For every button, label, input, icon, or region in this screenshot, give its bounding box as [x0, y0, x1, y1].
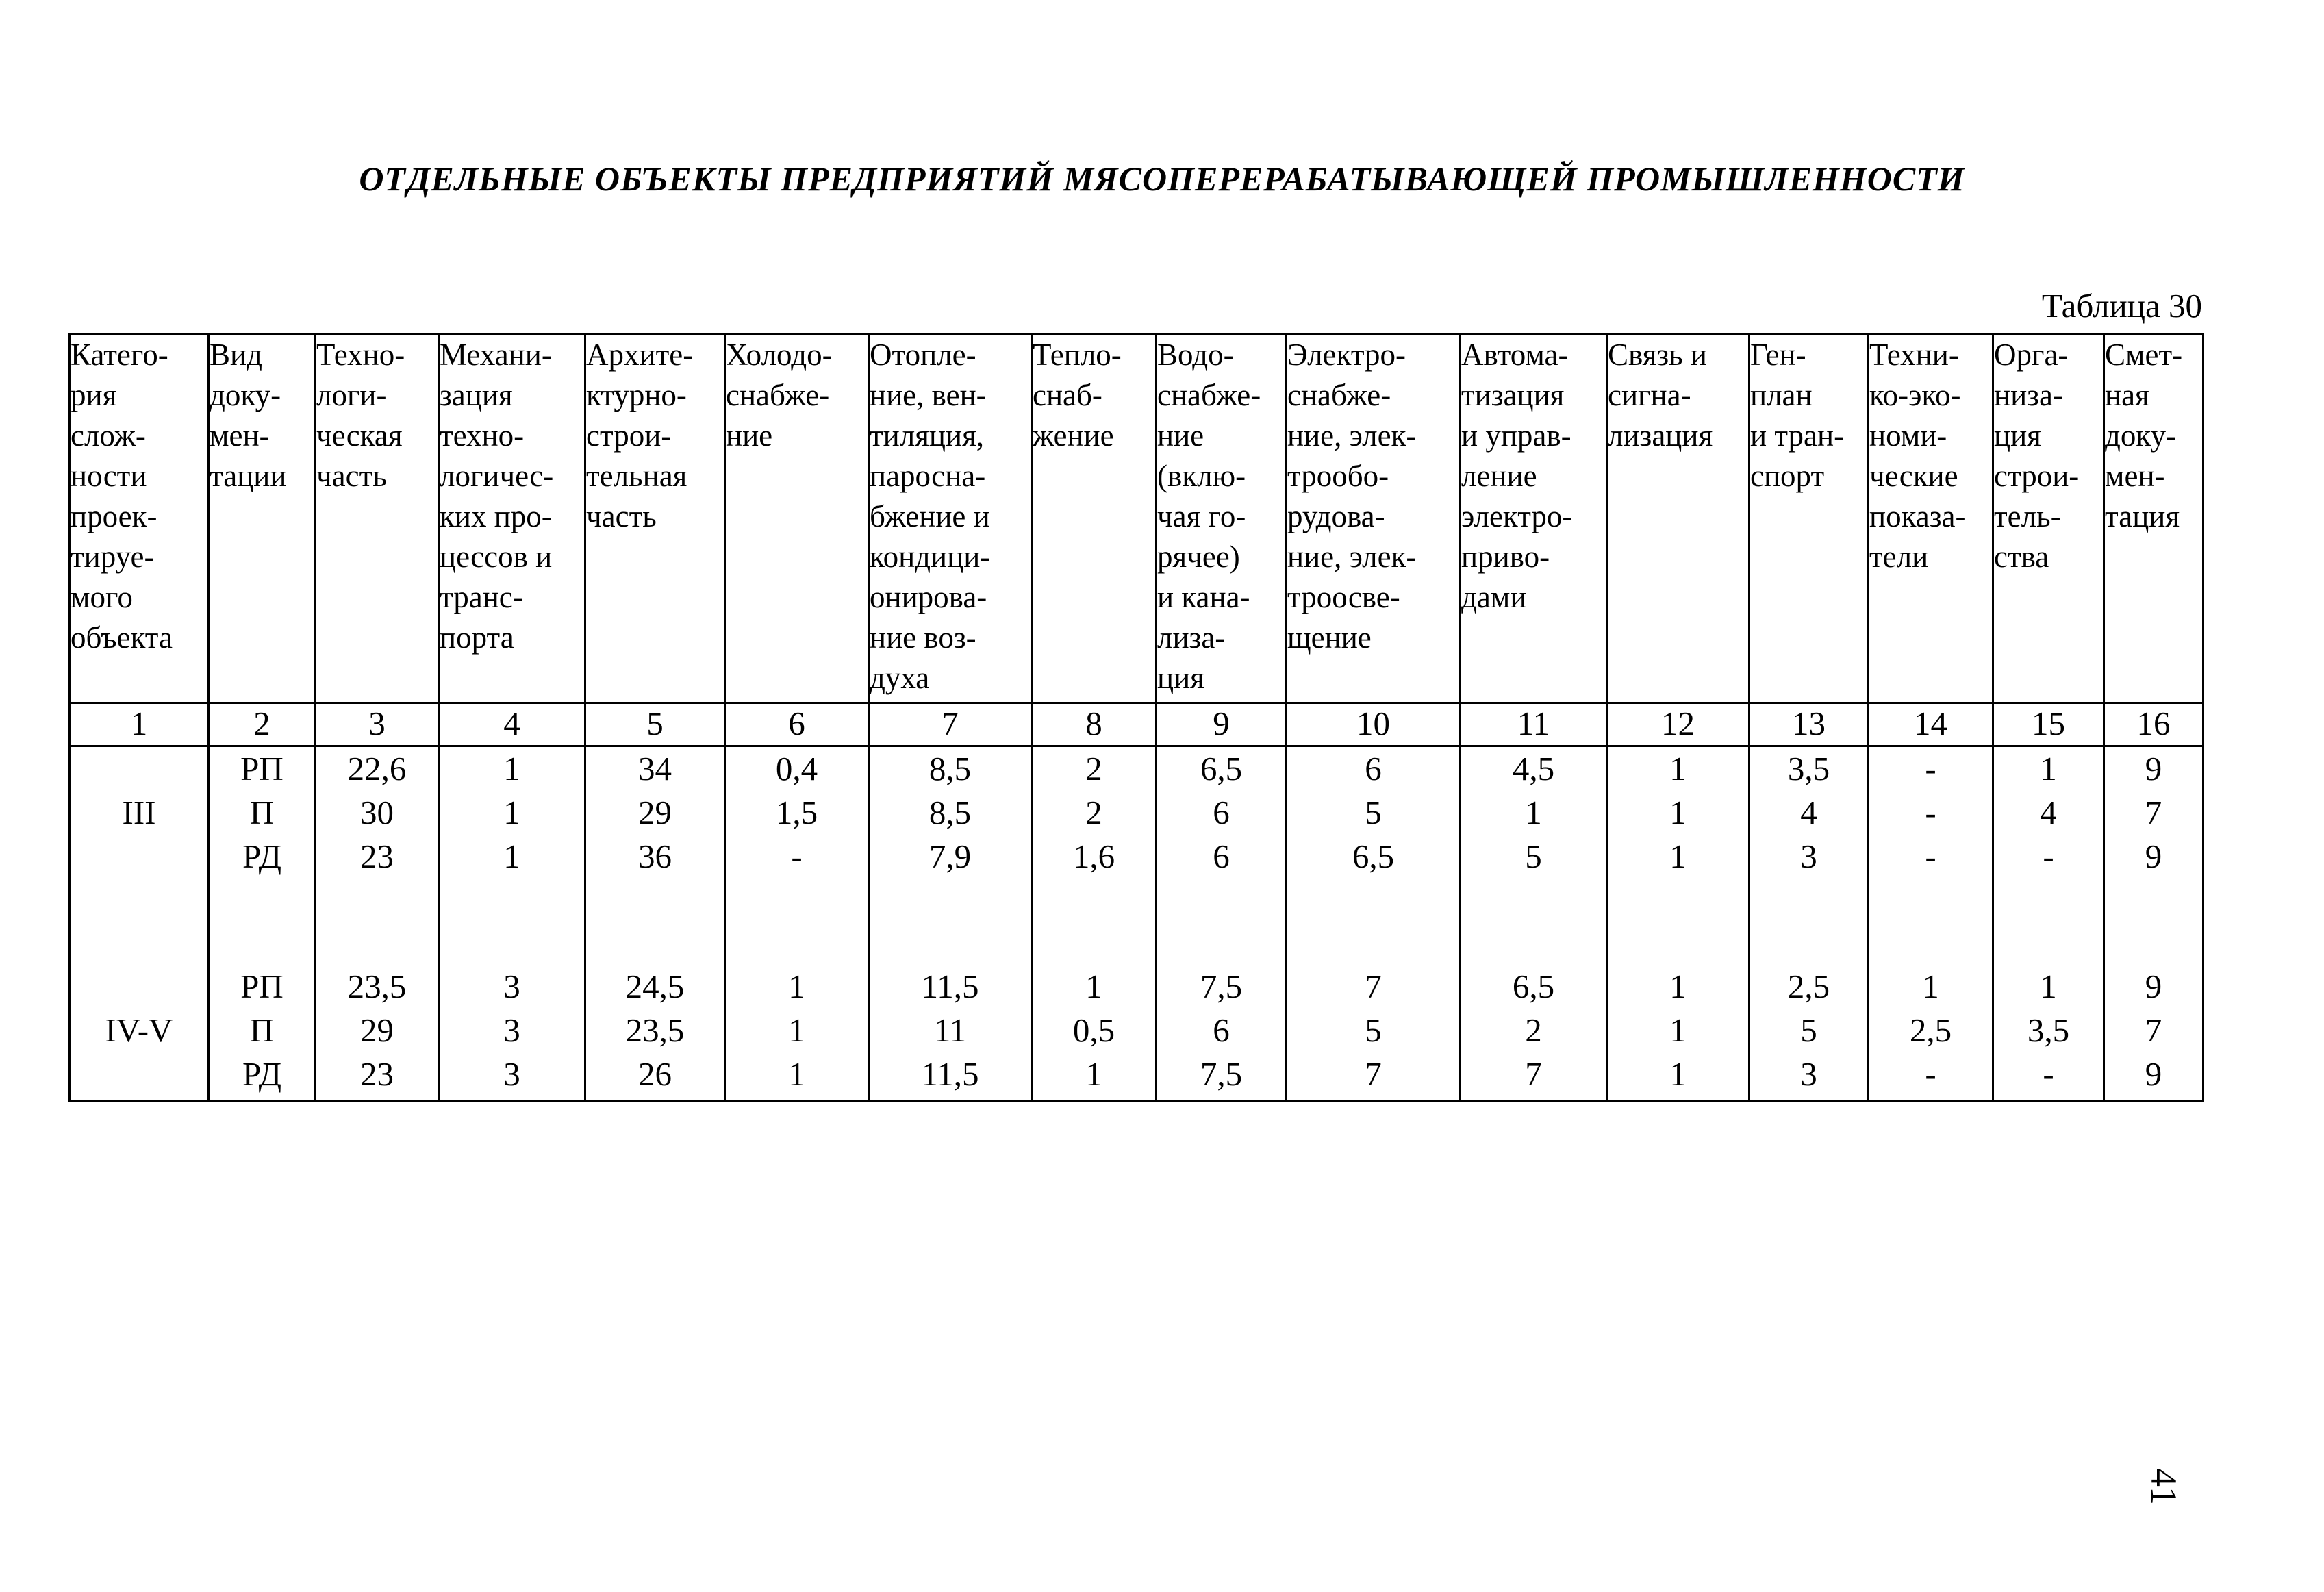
header-cell-4: [439, 334, 585, 703]
value-cell: 23: [360, 837, 394, 875]
value-cell: 26: [638, 1055, 672, 1093]
header-line: онирова-: [870, 580, 987, 614]
header-line: слож-: [71, 418, 146, 453]
header-line: мен-: [210, 418, 270, 453]
value-cell: 9: [2145, 968, 2162, 1005]
value-cell: 24,5: [625, 968, 685, 1005]
value-cell: -: [2043, 837, 2054, 875]
header-line: показа-: [1869, 499, 1966, 533]
value-cell: 3: [503, 968, 520, 1005]
body-column-11: [1461, 746, 1607, 1102]
value-cell: 1: [1085, 968, 1102, 1005]
group-gap: [1157, 879, 1285, 965]
value-cell: 1: [1669, 794, 1687, 831]
category-cell: [71, 835, 207, 879]
value-cell: 3,5: [1787, 750, 1830, 787]
value-cell: 6,5: [1512, 968, 1555, 1005]
column-number-cell: 8: [1032, 703, 1157, 746]
value-cell: 2: [1085, 750, 1102, 787]
value-cell: 1: [1669, 968, 1687, 1005]
header-line: Автома-: [1461, 338, 1569, 372]
category-cell: [71, 965, 207, 1009]
header-line: рия: [71, 378, 117, 412]
header-line: дами: [1461, 580, 1527, 614]
header-cell-10: [1287, 334, 1461, 703]
value-cell: 29: [360, 1011, 394, 1049]
header-line: доку-: [2105, 418, 2177, 453]
value-cell: 1: [1085, 1055, 1102, 1093]
value-cell: 5: [1800, 1011, 1817, 1049]
header-line: часть: [316, 459, 387, 493]
value-cell: 6: [1213, 1011, 1230, 1049]
column-number-cell: 5: [585, 703, 725, 746]
value-cell: 7: [2145, 794, 2162, 831]
header-line: ление: [1461, 459, 1537, 493]
header-line: тизация: [1461, 378, 1565, 412]
header-cell-11: [1461, 334, 1607, 703]
header-row: [70, 334, 2203, 703]
header-line: цессов и: [440, 540, 553, 574]
value-cell: РД: [242, 1055, 281, 1093]
value-cell: 2: [1525, 1011, 1542, 1049]
value-cell: 36: [638, 837, 672, 875]
header-line: спорт: [1750, 459, 1825, 493]
header-line: доку-: [210, 378, 281, 412]
header-line: рудова-: [1287, 499, 1385, 533]
header-line: транс-: [440, 580, 523, 614]
header-line: тельная: [586, 459, 687, 493]
value-cell: 3: [1800, 1055, 1817, 1093]
value-cell: -: [1925, 794, 1936, 831]
header-line: Отопле-: [870, 338, 976, 372]
header-line: мого: [71, 580, 133, 614]
header-cell-6: [725, 334, 869, 703]
value-cell: 7: [1365, 1055, 1382, 1093]
header-line: сигна-: [1608, 378, 1691, 412]
column-number-cell: 14: [1869, 703, 1993, 746]
value-cell: РД: [242, 837, 281, 875]
value-cell: 8,5: [929, 794, 972, 831]
header-line: и тран-: [1750, 418, 1845, 453]
column-number-cell: 3: [316, 703, 439, 746]
value-cell: П: [249, 794, 275, 831]
header-line: ко-эко-: [1869, 378, 1961, 412]
value-cell: 1,5: [775, 794, 818, 831]
value-cell: 34: [638, 750, 672, 787]
header-line: снаб-: [1033, 378, 1102, 412]
header-cell-9: [1157, 334, 1287, 703]
body-column-2: [209, 746, 316, 1102]
header-cell-1: [70, 334, 209, 703]
value-cell: 7,5: [1200, 968, 1243, 1005]
header-line: ние, вен-: [870, 378, 987, 412]
value-cell: 0,5: [1072, 1011, 1115, 1049]
value-cell: П: [249, 1011, 275, 1049]
value-cell: 1: [788, 1011, 805, 1049]
header-line: ция: [1157, 661, 1204, 695]
header-line: тель-: [1994, 499, 2061, 533]
header-cell-7: [869, 334, 1032, 703]
value-cell: 1: [2040, 968, 2057, 1005]
value-cell: 3: [1800, 837, 1817, 875]
header-line: номи-: [1869, 418, 1947, 453]
group-gap: [440, 879, 584, 965]
column-number-cell: 15: [1993, 703, 2104, 746]
group-gap: [1287, 879, 1459, 965]
body-column-4: [439, 746, 585, 1102]
category-cell: [71, 1052, 207, 1096]
header-line: и кана-: [1157, 580, 1250, 614]
header-line: проек-: [71, 499, 157, 533]
body-column-1: [70, 746, 209, 1102]
value-cell: 4: [2040, 794, 2057, 831]
value-cell: 6: [1365, 750, 1382, 787]
header-line: тация: [2105, 499, 2180, 533]
header-cell-16: [2104, 334, 2203, 703]
column-number-cell: 13: [1750, 703, 1869, 746]
value-cell: 11,5: [921, 1055, 979, 1093]
header-line: чая го-: [1157, 499, 1246, 533]
value-cell: 1: [503, 794, 520, 831]
header-line: тиляция,: [870, 418, 985, 453]
header-line: ная: [2105, 378, 2149, 412]
group-gap: [586, 879, 724, 965]
header-cell-15: [1993, 334, 2104, 703]
header-line: лизация: [1608, 418, 1713, 453]
value-cell: 7: [2145, 1011, 2162, 1049]
body-column-9: [1157, 746, 1287, 1102]
header-line: строи-: [1994, 459, 2080, 493]
value-cell: 29: [638, 794, 672, 831]
value-cell: 22,6: [347, 750, 407, 787]
value-cell: -: [2043, 1055, 2054, 1093]
header-line: и управ-: [1461, 418, 1571, 453]
value-cell: 4,5: [1512, 750, 1555, 787]
header-line: Холодо-: [726, 338, 833, 372]
body-column-13: [1750, 746, 1869, 1102]
header-cell-14: [1869, 334, 1993, 703]
value-cell: 3: [503, 1055, 520, 1093]
value-cell: 9: [2145, 837, 2162, 875]
value-cell: 7: [1365, 968, 1382, 1005]
column-number-cell: 7: [869, 703, 1032, 746]
header-line: мен-: [2105, 459, 2165, 493]
header-line: тации: [210, 459, 287, 493]
header-line: Смет-: [2105, 338, 2183, 372]
header-line: щение: [1287, 620, 1372, 655]
column-number-cell: 11: [1461, 703, 1607, 746]
group-gap: [2105, 879, 2202, 965]
header-line: ние воз-: [870, 620, 976, 655]
value-cell: -: [1925, 837, 1936, 875]
value-cell: 11,5: [921, 968, 979, 1005]
data-body-row: [70, 746, 2203, 1102]
document-title: ОТДЕЛЬНЫЕ ОБЪЕКТЫ ПРЕДПРИЯТИЙ МЯСОПЕРЕРАБАТЫВАЮЩЕЙ ПРОМЫШЛЕННОСТИ: [359, 160, 1965, 198]
header-line: бжение и: [870, 499, 990, 533]
group-gap: [1033, 879, 1155, 965]
group-gap: [1750, 879, 1867, 965]
header-line: Орга-: [1994, 338, 2069, 372]
data-table: [68, 333, 2204, 1102]
header-line: (вклю-: [1157, 459, 1246, 493]
header-line: Тепло-: [1033, 338, 1122, 372]
body-column-8: [1032, 746, 1157, 1102]
header-line: зация: [440, 378, 513, 412]
header-line: приво-: [1461, 540, 1550, 574]
header-cell-12: [1607, 334, 1750, 703]
value-cell: 9: [2145, 750, 2162, 787]
header-line: логи-: [316, 378, 387, 412]
header-line: порта: [440, 620, 514, 655]
group-gap: [210, 879, 314, 965]
column-number-cell: 6: [725, 703, 869, 746]
value-cell: 23,5: [625, 1011, 685, 1049]
column-number-cell: 16: [2104, 703, 2203, 746]
header-line: ние: [1157, 418, 1204, 453]
header-line: часть: [586, 499, 657, 533]
header-line: ческая: [316, 418, 403, 453]
header-line: техно-: [440, 418, 525, 453]
value-cell: 1: [1669, 837, 1687, 875]
header-line: ности: [71, 459, 147, 493]
value-cell: 1: [788, 968, 805, 1005]
header-line: ства: [1994, 540, 2049, 574]
column-number-row: [70, 703, 2203, 746]
value-cell: 1,6: [1072, 837, 1115, 875]
header-line: ция: [1994, 418, 2041, 453]
group-gap: [1994, 879, 2103, 965]
value-cell: -: [1925, 750, 1936, 787]
header-line: Катего-: [71, 338, 168, 372]
group-gap: [1461, 879, 1606, 965]
value-cell: 2: [1085, 794, 1102, 831]
body-column-10: [1287, 746, 1461, 1102]
body-column-6: [725, 746, 869, 1102]
value-cell: 8,5: [929, 750, 972, 787]
value-cell: 1: [503, 837, 520, 875]
value-cell: 23: [360, 1055, 394, 1093]
header-line: рячее): [1157, 540, 1240, 574]
header-line: Связь и: [1608, 338, 1707, 372]
value-cell: РП: [240, 750, 283, 787]
header-cell-3: [316, 334, 439, 703]
header-line: Ген-: [1750, 338, 1806, 372]
header-line: тируе-: [71, 540, 155, 574]
header-line: кондици-: [870, 540, 991, 574]
header-line: Электро-: [1287, 338, 1406, 372]
value-cell: 1: [1669, 750, 1687, 787]
value-cell: 30: [360, 794, 394, 831]
body-column-5: [585, 746, 725, 1102]
header-line: паросна-: [870, 459, 986, 493]
header-line: план: [1750, 378, 1813, 412]
table-label: Таблица 30: [2041, 287, 2202, 325]
header-cell-2: [209, 334, 316, 703]
header-line: ческие: [1869, 459, 1958, 493]
value-cell: 5: [1525, 837, 1542, 875]
header-line: Вид: [210, 338, 262, 372]
value-cell: 1: [503, 750, 520, 787]
body-column-3: [316, 746, 439, 1102]
body-column-16: [2104, 746, 2203, 1102]
column-number-cell: 10: [1287, 703, 1461, 746]
value-cell: 5: [1365, 794, 1382, 831]
value-cell: 0,4: [775, 750, 818, 787]
column-number-cell: 4: [439, 703, 585, 746]
value-cell: 1: [1669, 1011, 1687, 1049]
value-cell: 2,5: [1787, 968, 1830, 1005]
value-cell: 1: [1525, 794, 1542, 831]
value-cell: 2,5: [1909, 1011, 1952, 1049]
value-cell: 6,5: [1352, 837, 1395, 875]
header-line: ние: [726, 418, 773, 453]
value-cell: 1: [1922, 968, 1939, 1005]
header-line: снабже-: [726, 378, 830, 412]
header-line: снабже-: [1157, 378, 1261, 412]
value-cell: 5: [1365, 1011, 1382, 1049]
column-number-cell: 1: [70, 703, 209, 746]
category-cell: [71, 747, 207, 791]
value-cell: 9: [2145, 1055, 2162, 1093]
header-line: Техно-: [316, 338, 405, 372]
header-line: ние, элек-: [1287, 540, 1417, 574]
header-line: низа-: [1994, 378, 2063, 412]
group-gap: [71, 879, 207, 965]
header-line: строи-: [586, 418, 672, 453]
category-cell: IV-V: [105, 1011, 173, 1049]
header-line: духа: [870, 661, 930, 695]
header-line: трообо-: [1287, 459, 1389, 493]
group-gap: [1608, 879, 1748, 965]
column-number-cell: 12: [1607, 703, 1750, 746]
header-line: Техни-: [1869, 338, 1959, 372]
header-line: электро-: [1461, 499, 1573, 533]
header-line: ние, элек-: [1287, 418, 1417, 453]
group-gap: [316, 879, 438, 965]
value-cell: 7,5: [1200, 1055, 1243, 1093]
page-number: 41: [2143, 1468, 2184, 1505]
header-cell-5: [585, 334, 725, 703]
header-cell-8: [1032, 334, 1157, 703]
header-line: тели: [1869, 540, 1929, 574]
header-line: Архите-: [586, 338, 694, 372]
header-line: Водо-: [1157, 338, 1234, 372]
value-cell: 7,9: [929, 837, 972, 875]
category-cell: III: [122, 794, 156, 831]
header-line: жение: [1033, 418, 1114, 453]
value-cell: 1: [1669, 1055, 1687, 1093]
value-cell: 3,5: [2027, 1011, 2070, 1049]
body-column-14: [1869, 746, 1993, 1102]
header-line: ктурно-: [586, 378, 687, 412]
group-gap: [726, 879, 868, 965]
value-cell: 23,5: [347, 968, 407, 1005]
value-cell: 6: [1213, 794, 1230, 831]
value-cell: РП: [240, 968, 283, 1005]
header-line: снабже-: [1287, 378, 1391, 412]
value-cell: 1: [788, 1055, 805, 1093]
value-cell: 6: [1213, 837, 1230, 875]
body-column-15: [1993, 746, 2104, 1102]
body-column-12: [1607, 746, 1750, 1102]
body-column-7: [869, 746, 1032, 1102]
header-line: троосве-: [1287, 580, 1400, 614]
group-gap: [870, 879, 1031, 965]
header-line: лиза-: [1157, 620, 1226, 655]
value-cell: 7: [1525, 1055, 1542, 1093]
header-line: Механи-: [440, 338, 552, 372]
column-number-cell: 9: [1157, 703, 1287, 746]
header-cell-13: [1750, 334, 1869, 703]
value-cell: -: [1925, 1055, 1936, 1093]
group-gap: [1869, 879, 1992, 965]
value-cell: 11: [933, 1011, 967, 1049]
value-cell: 3: [503, 1011, 520, 1049]
header-line: ких про-: [440, 499, 552, 533]
value-cell: 6,5: [1200, 750, 1243, 787]
value-cell: 4: [1800, 794, 1817, 831]
value-cell: -: [791, 837, 803, 875]
column-number-cell: 2: [209, 703, 316, 746]
value-cell: 1: [2040, 750, 2057, 787]
header-line: объекта: [71, 620, 173, 655]
header-line: логичес-: [440, 459, 554, 493]
